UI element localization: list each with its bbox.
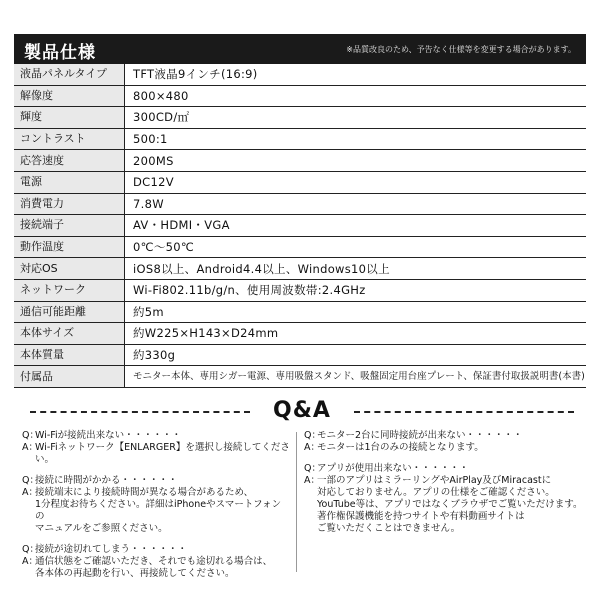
qa-item (22, 544, 290, 580)
spec-value: 300CD/㎡ (125, 107, 587, 129)
spec-value: モニター本体、専用シガー電源、専用吸盤スタンド、吸盤固定用台座プレート、保証書付取扱説明書(本書) (125, 366, 587, 388)
spec-row (14, 236, 586, 258)
spec-header (14, 34, 586, 64)
qa-question-marker: Q： (22, 430, 39, 441)
spec-value: 800×480 (125, 85, 587, 107)
spec-value: iOS8以上、Android4.4以上、Windows10以上 (125, 258, 587, 280)
spec-value: DC12V (125, 171, 587, 193)
qa-answer-marker: A： (304, 475, 320, 486)
spec-row (14, 215, 586, 237)
spec-row (14, 279, 586, 301)
spec-label: ネットワーク (14, 279, 125, 301)
qa-column-right (304, 430, 586, 544)
qa-column-left (22, 430, 290, 589)
qa-title: Q&A (273, 398, 331, 423)
spec-label: 対応OS (14, 258, 125, 280)
spec-label: 通信可能距離 (14, 301, 125, 323)
spec-row (14, 171, 586, 193)
qa-answer (22, 556, 290, 580)
qa-answer-marker: A： (304, 442, 320, 453)
spec-table (14, 64, 586, 388)
spec-label: 電源 (14, 171, 125, 193)
qa-question (304, 430, 586, 442)
spec-row (14, 366, 586, 388)
spec-value: 約W225×H143×D24mm (125, 323, 587, 345)
qa-question-text: 接続が途切れてしまう・・・・・・ (35, 544, 188, 555)
qa-answer-text: モニターは1台のみの接続となります。 (317, 442, 484, 453)
spec-value: AV・HDMI・VGA (125, 215, 587, 237)
qa-question-marker: Q： (22, 544, 39, 555)
spec-value: 約330g (125, 344, 587, 366)
qa-item (22, 430, 290, 466)
qa-header (30, 398, 574, 426)
qa-item (22, 475, 290, 535)
qa-question-marker: Q： (22, 475, 39, 486)
spec-value: 約5m (125, 301, 587, 323)
spec-row (14, 64, 586, 85)
spec-title: 製品仕様 (24, 43, 96, 63)
qa-question-text: 接続に時間がかかる・・・・・・ (35, 475, 178, 486)
qa-answer-text: 接続端末により接続時間が異なる場合があるため、 1分程度お待ちください。詳細はiPhoneやスマートフォンの マニュアルをご参照ください。 (35, 487, 282, 534)
spec-value: 200MS (125, 150, 587, 172)
qa-answer-marker: A： (22, 556, 38, 567)
spec-row (14, 258, 586, 280)
spec-row (14, 301, 586, 323)
qa-answer-text: Wi-Fiネットワーク【ENLARGER】を選択し接続してください。 (35, 442, 290, 465)
qa-question-marker: Q： (304, 463, 321, 474)
qa-question (22, 430, 290, 442)
spec-row (14, 344, 586, 366)
qa-answer-text: 通信状態をご確認いただき、それでも途切れる場合は、 各本体の再起動を行い、再接続してください。 (35, 556, 273, 579)
qa-question (22, 475, 290, 487)
qa-divider-right (354, 411, 574, 413)
spec-label: 付属品 (14, 366, 125, 388)
qa-divider-left (30, 411, 250, 413)
spec-value: 500:1 (125, 128, 587, 150)
qa-question (22, 544, 290, 556)
spec-label: 液晶パネルタイプ (14, 64, 125, 85)
spec-label: 動作温度 (14, 236, 125, 258)
qa-answer-marker: A： (22, 442, 38, 453)
qa-answer (22, 487, 290, 535)
qa-answer-marker: A： (22, 487, 38, 498)
qa-question-marker: Q： (304, 430, 321, 441)
spec-row (14, 323, 586, 345)
qa-answer (22, 442, 290, 466)
qa-question-text: モニター2台に同時接続が出来ない・・・・・・ (317, 430, 523, 441)
spec-label: コントラスト (14, 128, 125, 150)
qa-column-divider (296, 432, 297, 572)
qa-question-text: Wi-Fiが接続出来ない・・・・・・ (35, 430, 182, 441)
spec-row (14, 128, 586, 150)
qa-question-text: アプリが使用出来ない・・・・・・ (317, 463, 469, 474)
qa-answer-text: 一部のアプリはミラーリングやAirPlay及びMiracastに 対応しておりません。アプリの仕様をご確認ください。 YouTube等は、アプリではなくブラウザでご覧いただけます。 著作権保護機能を持つサイトや有料動画サイトは ご覧いただくことはできません。 (317, 475, 583, 534)
spec-label: 接続端子 (14, 215, 125, 237)
spec-value: Wi-Fi802.11b/g/n、使用周波数帯:2.4GHz (125, 279, 587, 301)
spec-label: 消費電力 (14, 193, 125, 215)
spec-value: TFT液晶9インチ(16:9) (125, 64, 587, 85)
spec-label: 輝度 (14, 107, 125, 129)
spec-row (14, 107, 586, 129)
qa-answer (304, 442, 586, 454)
spec-note: ※品質改良のため、予告なく仕様等を変更する場合があります。 (346, 45, 576, 54)
spec-row (14, 150, 586, 172)
spec-label: 本体サイズ (14, 323, 125, 345)
qa-item (304, 430, 586, 454)
spec-label: 応答速度 (14, 150, 125, 172)
qa-answer (304, 475, 586, 535)
spec-row (14, 193, 586, 215)
spec-label: 解像度 (14, 85, 125, 107)
spec-value: 7.8W (125, 193, 587, 215)
spec-label: 本体質量 (14, 344, 125, 366)
spec-row (14, 85, 586, 107)
qa-item (304, 463, 586, 535)
qa-question (304, 463, 586, 475)
spec-value: 0℃～50℃ (125, 236, 587, 258)
